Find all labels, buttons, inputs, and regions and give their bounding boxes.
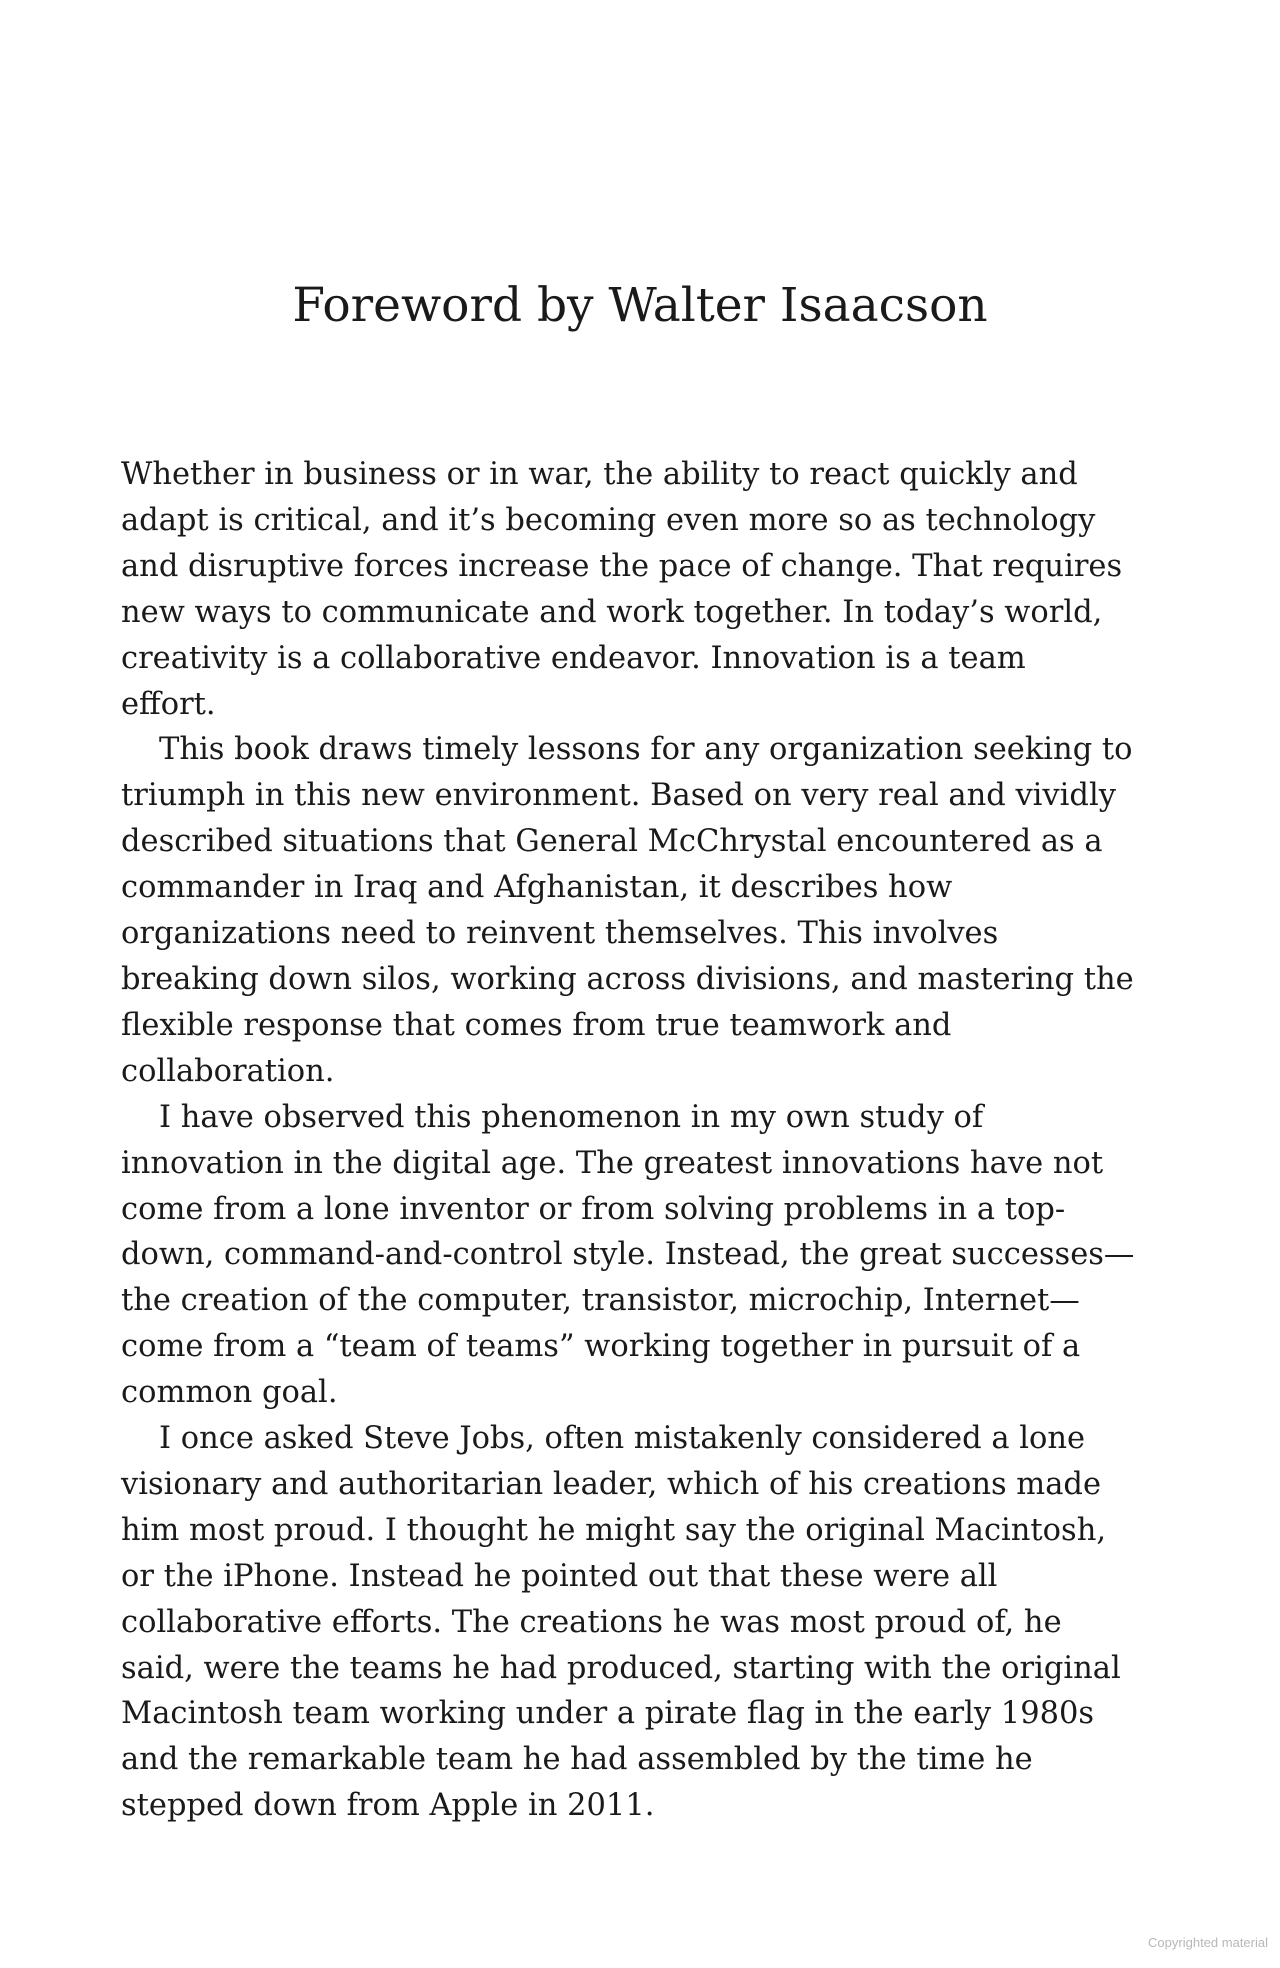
text-line: collaborative efforts. The creations he was most proud of, he	[121, 1604, 1062, 1640]
text-line: commander in Iraq and Afghanistan, it describes how	[121, 870, 953, 906]
text-line: down, command-and-control style. Instead, the great successes—	[121, 1237, 1135, 1273]
text-line: I once asked Steve Jobs, often mistakenly considered a lone	[159, 1421, 1086, 1457]
chapter-title: Foreword by Walter Isaacson	[292, 278, 988, 333]
text-line: breaking down silos, working across divisions, and mastering the	[121, 961, 1134, 997]
text-line: triumph in this new environment. Based on very real and vividly	[121, 778, 1116, 814]
text-line: or the iPhone. Instead he pointed out that these were all	[121, 1558, 998, 1594]
text-line: him most proud. I thought he might say the original Macintosh,	[121, 1512, 1107, 1548]
text-line: This book draws timely lessons for any organization seeking to	[159, 732, 1133, 768]
text-line: visionary and authoritarian leader, which of his creations made	[121, 1466, 1101, 1502]
paragraph-2	[121, 727, 1171, 1094]
text-line: and disruptive forces increase the pace of change. That requires	[121, 548, 1123, 584]
text-line: come from a lone inventor or from solving problems in a top-	[121, 1191, 1066, 1227]
body-text	[121, 452, 1171, 1829]
text-line: Whether in business or in war, the ability to react quickly and	[121, 457, 1078, 492]
paragraph-4	[121, 1416, 1171, 1829]
text-line: described situations that General McChrystal encountered as a	[121, 824, 1103, 860]
copyright-notice: Copyrighted material	[1148, 1935, 1268, 1950]
text-line: I have observed this phenomenon in my own study of	[159, 1099, 984, 1135]
paragraph-3	[121, 1095, 1171, 1416]
text-line: creativity is a collaborative endeavor. Innovation is a team	[121, 640, 1026, 676]
text-line: effort.	[121, 686, 216, 722]
text-line: organizations need to reinvent themselves. This involves	[121, 916, 999, 952]
text-line: innovation in the digital age. The greatest innovations have not	[121, 1145, 1104, 1181]
text-line: common goal.	[121, 1375, 338, 1411]
text-line: adapt is critical, and it’s becoming even more so as technology	[121, 502, 1096, 538]
text-line: new ways to communicate and work together. In today’s world,	[121, 594, 1103, 630]
paragraph-1	[121, 452, 1171, 727]
text-line: stepped down from Apple in 2011.	[121, 1788, 655, 1824]
text-line: and the remarkable team he had assembled by the time he	[121, 1742, 1033, 1778]
text-line: come from a “team of teams” working together in pursuit of a	[121, 1329, 1081, 1365]
text-line: Macintosh team working under a pirate flag in the early 1980s	[121, 1696, 1095, 1732]
text-line: the creation of the computer, transistor, microchip, Internet—	[121, 1283, 1080, 1319]
text-line: collaboration.	[121, 1053, 335, 1089]
text-line: flexible response that comes from true teamwork and	[121, 1007, 952, 1043]
text-line: said, were the teams he had produced, starting with the original	[121, 1650, 1121, 1686]
